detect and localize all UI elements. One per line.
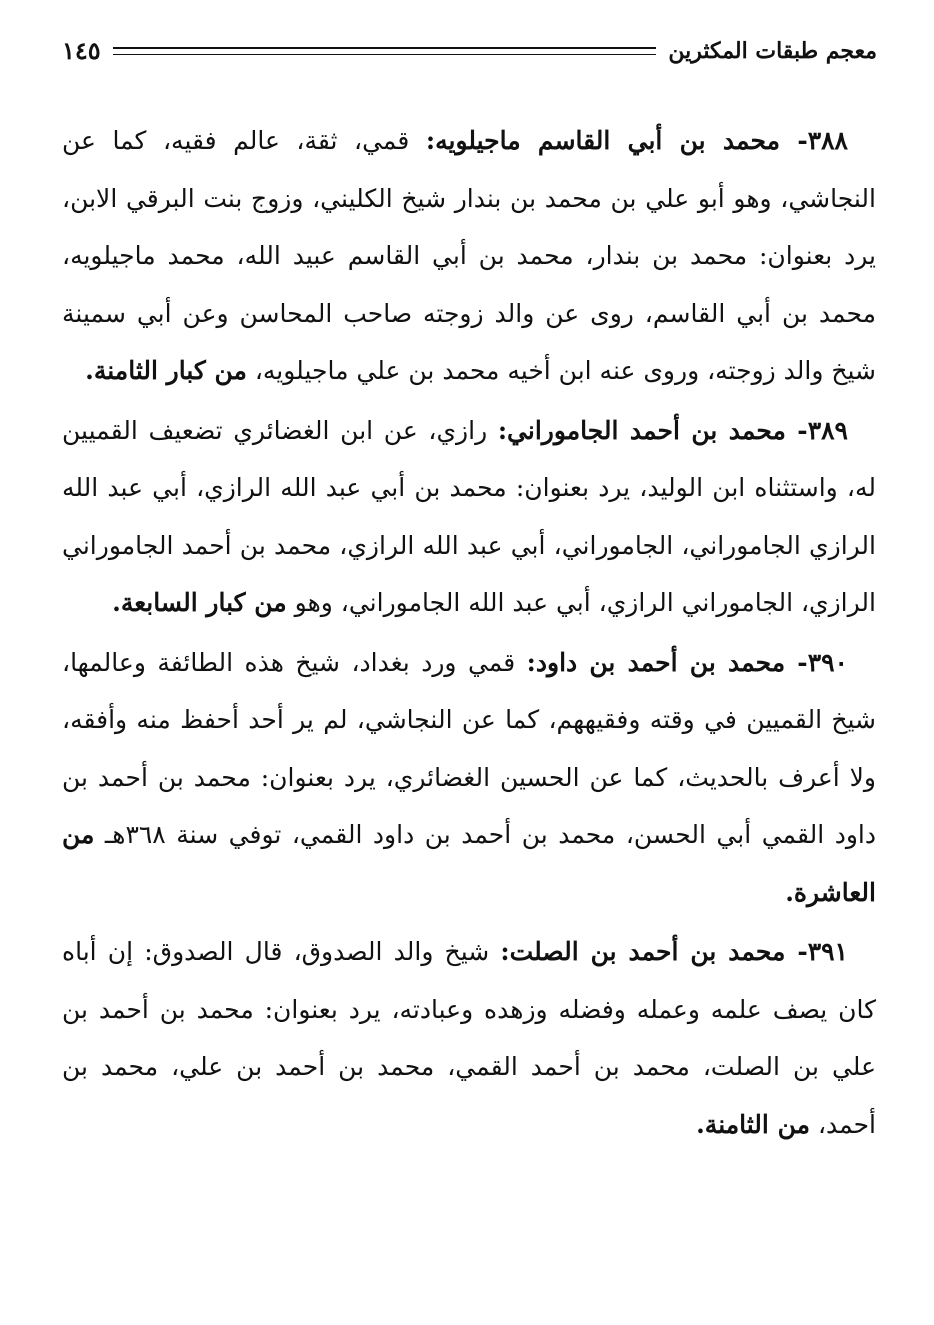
- entry-name: محمد بن أحمد بن الصلت:: [500, 937, 786, 966]
- entry-number: ٣٩٠-: [785, 647, 848, 677]
- entry-text: شيخ والد الصدوق، قال الصدوق: إن أباه كان يصف علمه وعمله وفضله وزهده وعبادته، يرد بعنوان: محمد بن أحمد بن علي بن الصلت، محمد بن أحمد القمي، محمد بن أحمد بن علي، محمد بن أحمد،: [62, 937, 876, 1139]
- entry-class: من العاشرة.: [62, 820, 876, 907]
- page-number: ١٤٥: [62, 36, 101, 65]
- entry-text: رازي، عن ابن الغضائري تضعيف القميين له، واستثناه ابن الوليد، يرد بعنوان: محمد بن أبي عبد الله الرازي، أبي عبد الله الرازي الجاموراني، الجاموراني، أبي عبد الله الرازي، محمد بن أحمد الجاموراني الرازي، الجاموراني الرازي، أبي عبد الله الجاموراني، وهو: [62, 415, 876, 617]
- page-body: [62, 112, 876, 1155]
- entry-390: [62, 634, 876, 922]
- header-rule: [113, 47, 657, 55]
- entry-number: ٣٨٩-: [785, 415, 848, 445]
- book-title: معجم طبقات المكثرين: [668, 38, 877, 64]
- entry-text: قمي ورد بغداد، شيخ هذه الطائفة وعالمها، شيخ القميين في وقته وفقيههم، كما عن النجاشي، لم ير أحد أحفظ منه وأفقه، ولا أعرف بالحديث، كما عن الحسين الغضائري، يرد بعنوان: محمد بن أحمد بن داود القمي أبي الحسن، محمد بن أحمد بن داود القمي، توفي سنة ٣٦٨هـ: [62, 647, 876, 849]
- entry-name: محمد بن أحمد بن داود:: [526, 647, 786, 677]
- entry-number: ٣٨٨-: [780, 126, 848, 155]
- running-header: [62, 34, 877, 68]
- entry-class: من كبار السابعة.: [112, 588, 287, 617]
- entry-text: قمي، ثقة، عالم فقيه، كما عن النجاشي، وهو أبو علي بن محمد بن بندار شيخ الكليني، وزوج بنت البرقي الابن، يرد بعنوان: محمد بن بندار، محمد بن أبي القاسم عبيد الله، محمد ماجيلويه، محمد بن أبي القاسم، روى عن والد زوجته صاحب المحاسن وعن أبي سمينة شيخ والد زوجته، وروى عنه ابن أخيه محمد بن علي ماجيلويه،: [62, 126, 876, 385]
- entry-389: [62, 402, 876, 632]
- entry-388: [62, 112, 876, 400]
- entry-class: من كبار الثامنة.: [85, 356, 247, 385]
- entry-number: ٣٩١-: [785, 937, 848, 966]
- entry-name: محمد بن أحمد الجاموراني:: [497, 415, 786, 445]
- entry-name: محمد بن أبي القاسم ماجيلويه:: [425, 126, 781, 155]
- entry-class: من الثامنة.: [696, 1109, 810, 1139]
- entry-391: [62, 923, 876, 1153]
